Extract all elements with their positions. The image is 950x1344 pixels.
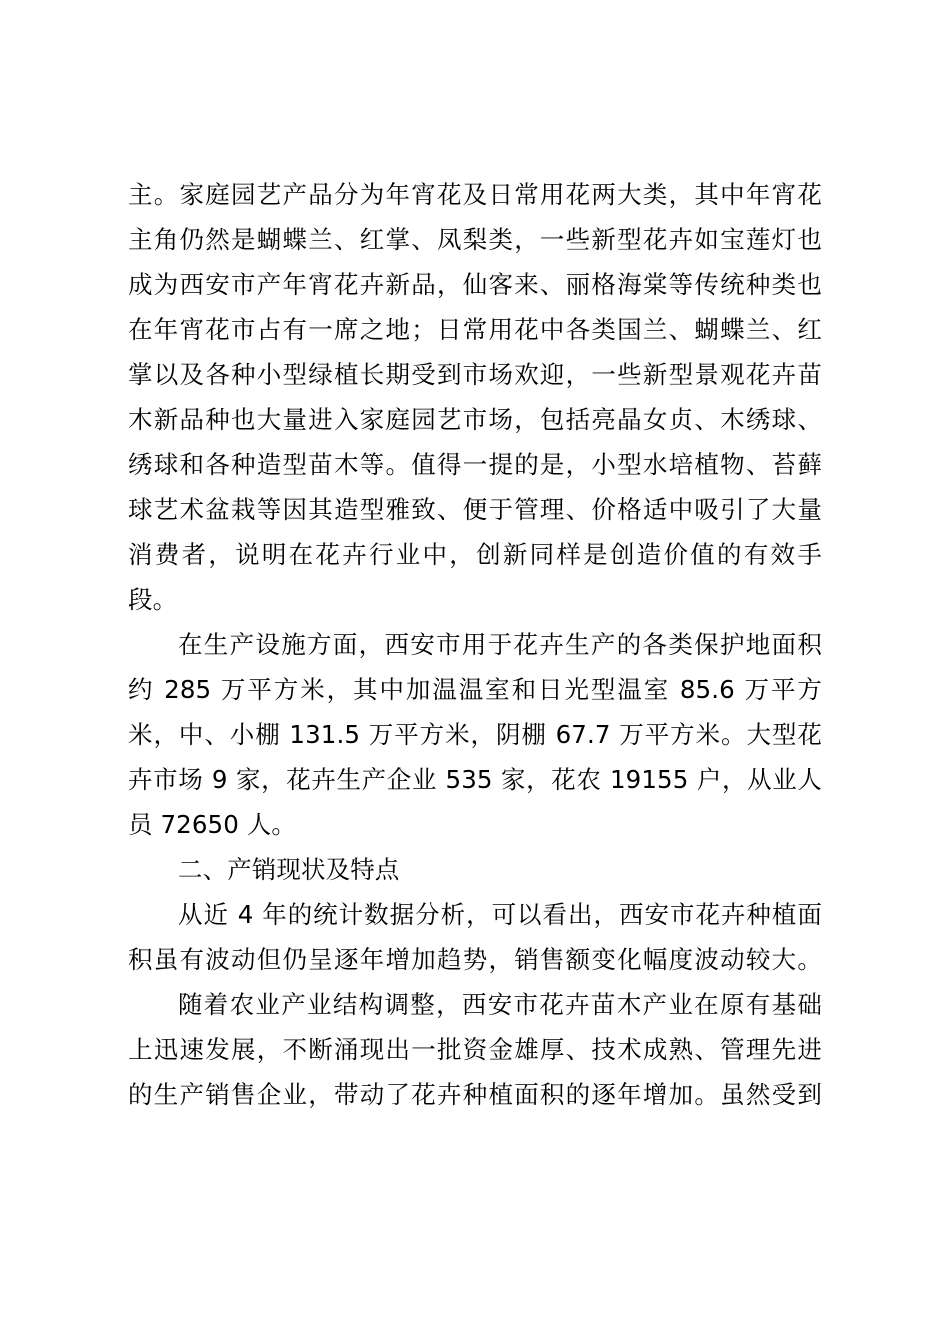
text-line: 成为西安市产年宵花卉新品，仙客来、丽格海棠等传统种类也 — [128, 270, 822, 299]
paragraph-start-line: 随着农业产业结构调整，西安市花卉苗木产业在原有基础 — [178, 990, 822, 1019]
text-line: 在年宵花市占有一席之地；日常用花中各类国兰、蝴蝶兰、红 — [128, 315, 822, 344]
text-line: 掌以及各种小型绿植长期受到市场欢迎，一些新型景观花卉苗 — [128, 360, 822, 389]
text-line: 约 285 万平方米，其中加温温室和日光型温室 85.6 万平方 — [128, 675, 822, 704]
text-line: 员 72650 人。 — [128, 810, 297, 839]
text-line: 消费者，说明在花卉行业中，创新同样是创造价值的有效手 — [128, 540, 822, 569]
text-line: 米，中、小棚 131.5 万平方米，阴棚 67.7 万平方米。大型花 — [128, 720, 822, 749]
text-line: 木新品种也大量进入家庭园艺市场，包括亮晶女贞、木绣球、 — [128, 405, 822, 434]
body-text — [128, 172, 822, 1117]
text-line: 主角仍然是蝴蝶兰、红掌、凤梨类，一些新型花卉如宝莲灯也 — [128, 225, 822, 254]
paragraph-start-line: 从近 4 年的统计数据分析，可以看出，西安市花卉种植面 — [178, 900, 822, 929]
text-line: 球艺术盆栽等因其造型雅致、便于管理、价格适中吸引了大量 — [128, 495, 822, 524]
text-line: 的生产销售企业，带动了花卉种植面积的逐年增加。虽然受到 — [128, 1080, 822, 1109]
text-line: 上迅速发展，不断涌现出一批资金雄厚、技术成熟、管理先进 — [128, 1035, 822, 1064]
text-line: 主。家庭园艺产品分为年宵花及日常用花两大类，其中年宵花 — [128, 180, 822, 209]
text-line: 积虽有波动但仍呈逐年增加趋势，销售额变化幅度波动较大。 — [128, 945, 822, 974]
text-line: 卉市场 9 家，花卉生产企业 535 家，花农 19155 户，从业人 — [128, 765, 822, 794]
text-line: 绣球和各种造型苗木等。值得一提的是，小型水培植物、苔藓 — [128, 450, 822, 479]
text-line: 段。 — [128, 585, 178, 614]
paragraph-start-line: 在生产设施方面，西安市用于花卉生产的各类保护地面积 — [178, 630, 822, 659]
section-heading: 二、产销现状及特点 — [178, 855, 400, 884]
